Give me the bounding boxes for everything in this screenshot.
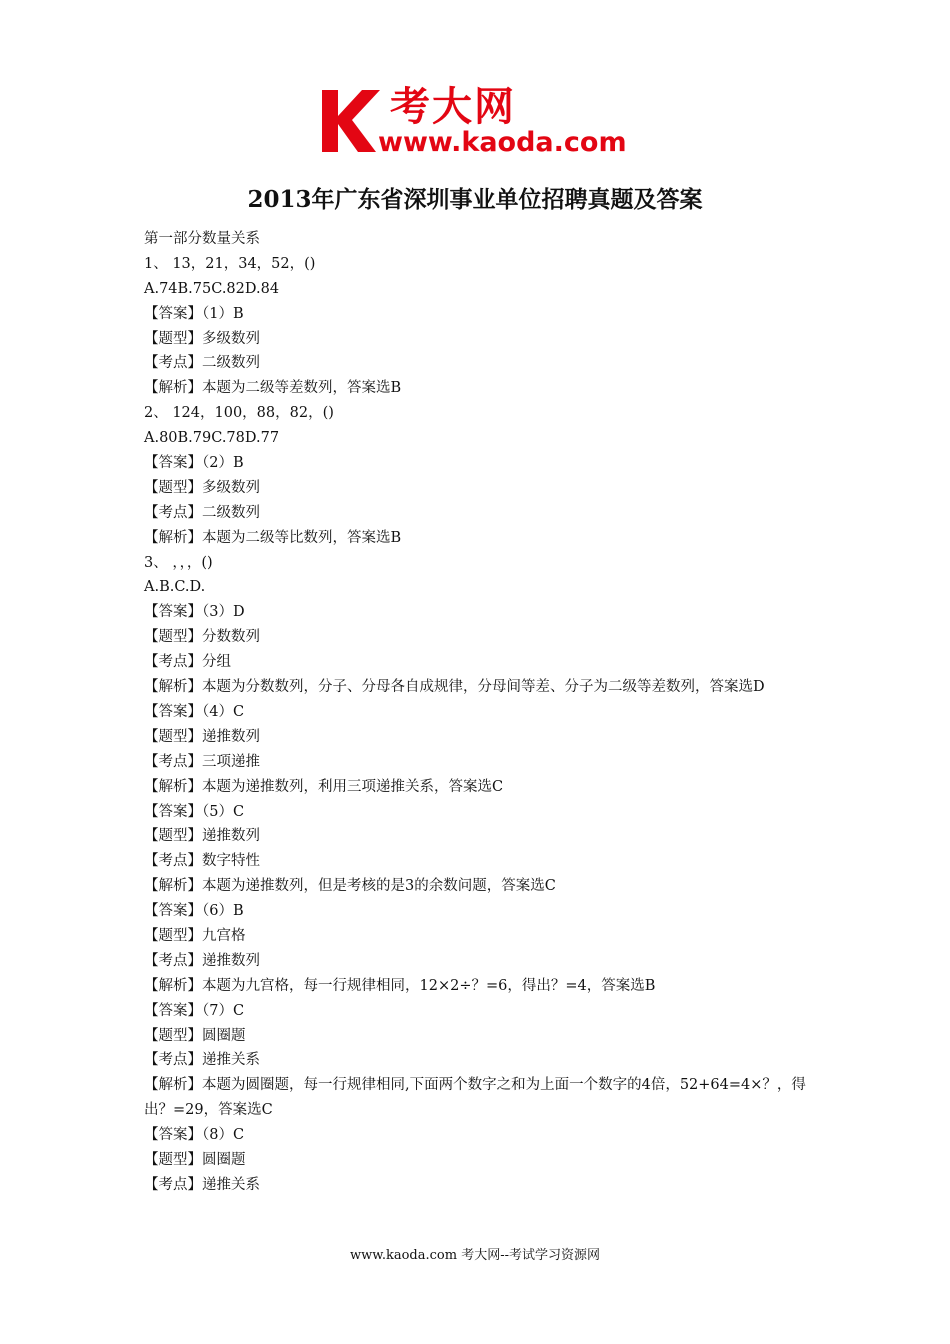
- document-body: [144, 227, 814, 1198]
- analysis-6: 【解析】本题为九宫格，每一行规律相同，12×2÷？=6，得出？=4，答案选B: [144, 977, 656, 994]
- logo-url: www.kaoda.com: [378, 127, 627, 158]
- question-3: 3、 ，，，(): [144, 554, 213, 571]
- kaoda-logo: [318, 84, 640, 162]
- kaoda-k-icon: [318, 86, 382, 154]
- type-6: 【题型】九宫格: [144, 927, 246, 944]
- type-3: 【题型】分数数列: [144, 629, 260, 646]
- answer-1: 【答案】（1）B: [144, 305, 244, 322]
- point-5: 【考点】数字特性: [144, 853, 260, 870]
- document-title: 2013年广东省深圳事业单位招聘真题及答案: [247, 186, 703, 213]
- answer-8: 【答案】（8）C: [144, 1127, 245, 1144]
- answer-2: 【答案】（2）B: [144, 455, 244, 472]
- answer-5: 【答案】（5）C: [144, 803, 245, 820]
- question-2: 2、 124，100，88，82，(): [144, 405, 334, 422]
- analysis-1: 【解析】本题为二级等差数列，答案选B: [144, 380, 402, 397]
- question-2-options: A.80B.79C.78D.77: [144, 430, 280, 447]
- point-3: 【考点】分组: [144, 654, 231, 671]
- point-2: 【考点】二级数列: [144, 504, 260, 521]
- analysis-2: 【解析】本题为二级等比数列，答案选B: [144, 529, 402, 546]
- analysis-5: 【解析】本题为递推数列，但是考核的是3的余数问题，答案选C: [144, 878, 556, 895]
- point-1: 【考点】二级数列: [144, 355, 260, 372]
- point-4: 【考点】三项递推: [144, 753, 260, 770]
- page-footer: www.kaoda.com 考大网--考试学习资源网: [350, 1248, 600, 1263]
- question-1-options: A.74B.75C.82D.84: [144, 280, 280, 297]
- answer-3: 【答案】（3）D: [144, 604, 245, 621]
- point-6: 【考点】递推数列: [144, 952, 260, 969]
- type-5: 【题型】递推数列: [144, 828, 260, 845]
- type-7: 【题型】圆圈题: [144, 1027, 246, 1044]
- analysis-7: 【解析】本题为圆圈题，每一行规律相同,下面两个数字之和为上面一个数字的4倍，52+64=4×？，得出？=29，答案选C: [144, 1077, 806, 1119]
- type-8: 【题型】圆圈题: [144, 1152, 246, 1168]
- question-1: 1、 13，21，34，52，(): [144, 255, 316, 272]
- analysis-3: 【解析】本题为分数数列，分子、分母各自成规律，分母间等差、分子为二级等差数列，答案选D: [144, 679, 765, 696]
- point-7: 【考点】递推关系: [144, 1052, 260, 1069]
- type-4: 【题型】递推数列: [144, 728, 260, 745]
- answer-6: 【答案】（6）B: [144, 903, 244, 920]
- question-3-options: A.B.C.D.: [144, 579, 206, 596]
- analysis-4: 【解析】本题为递推数列，利用三项递推关系，答案选C: [144, 778, 504, 795]
- section-heading: 第一部分数量关系: [144, 231, 260, 247]
- answer-7: 【答案】（7）C: [144, 1002, 245, 1019]
- logo-chinese-name: 考大网: [390, 84, 516, 130]
- type-1: 【题型】多级数列: [144, 330, 260, 347]
- type-2: 【题型】多级数列: [144, 479, 260, 496]
- point-8: 【考点】递推关系: [144, 1176, 260, 1193]
- answer-4: 【答案】（4）C: [144, 703, 245, 720]
